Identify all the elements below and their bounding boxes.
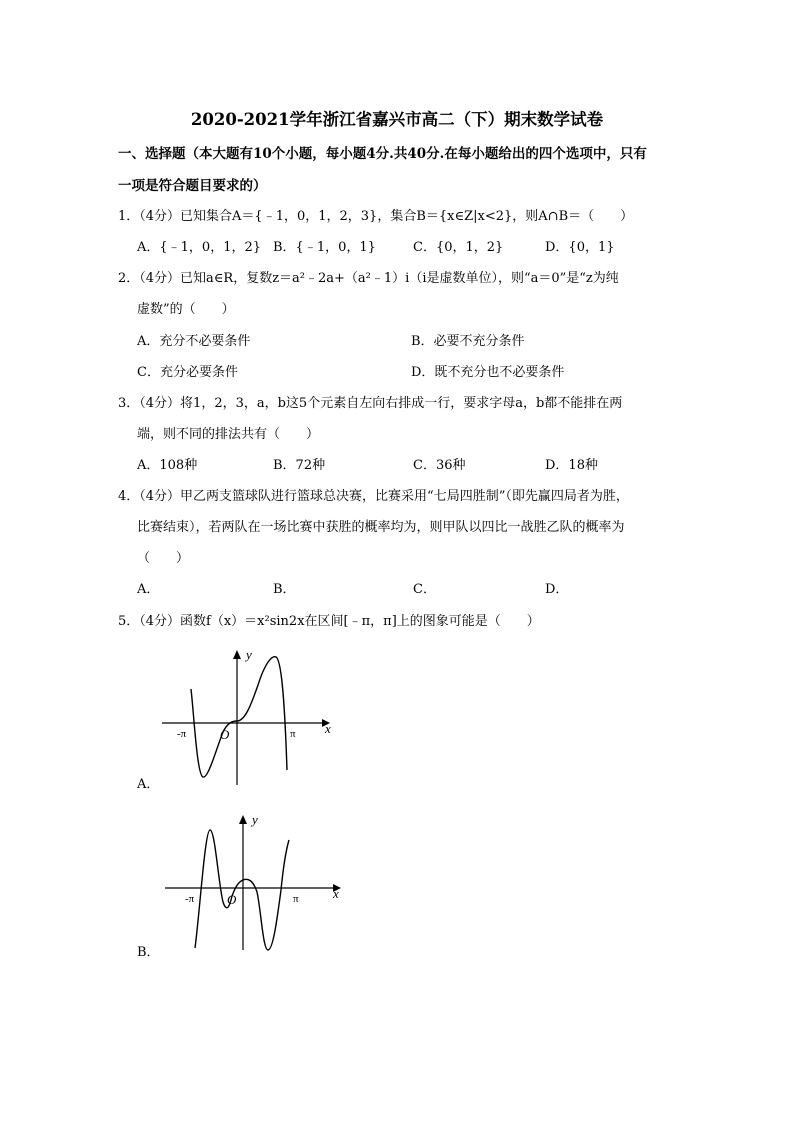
section-heading-line1: 一、选择题（本大题有10个小题，每小题4分.共40分.在每小题给出的四个选项中，只有 [118, 146, 647, 162]
q3-option-b: B．72种 [273, 458, 326, 473]
section-heading-line2: 一项是符合题目要求的） [118, 178, 267, 194]
q2-option-b: B．必要不充分条件 [411, 334, 525, 349]
curve-a [191, 657, 287, 777]
pi-label: π [290, 728, 296, 740]
page-title: 2020-2021学年浙江省嘉兴市高二（下）期末数学试卷 [190, 110, 604, 129]
q4-stem-line3: （ ） [137, 551, 190, 566]
q2-option-d: D．既不充分也不必要条件 [411, 365, 565, 380]
curve-b [195, 830, 289, 950]
q5-graph-b [155, 810, 355, 960]
x-label: x [333, 886, 339, 901]
y-axis-arrow-icon [233, 650, 241, 659]
q5-option-b-label: B． [137, 945, 160, 960]
q2-stem-line2: 虚数”的（ ） [137, 302, 235, 317]
q5-graph-a [150, 645, 350, 790]
origin-label: O [227, 892, 237, 907]
neg-pi-label: -π [177, 728, 187, 740]
y-label: y [246, 647, 252, 662]
q4-stem-line2: 比赛结束），若两队在一场比赛中获胜的概率均为，则甲队以四比一战胜乙队的概率为 [137, 520, 625, 535]
q1-option-a: A．{﹣1，0，1，2} [137, 240, 262, 255]
neg-pi-label: -π [185, 893, 195, 905]
q3-stem-line1: 3．（4分）将1，2，3，a，b这5个元素自左向右排成一行，要求字母a，b都不能排在两 [118, 396, 623, 411]
q4-option-a: A． [137, 582, 160, 597]
q1-option-b: B．{﹣1，0，1} [273, 240, 376, 255]
q1-option-c: C．{0，1，2} [413, 240, 504, 255]
q4-option-d: D． [545, 582, 569, 597]
q4-stem-line1: 4．（4分）甲乙两支篮球队进行篮球总决赛，比赛采用“七局四胜制”（即先赢四局者为胜， [118, 489, 629, 504]
q5-stem: 5．（4分）函数f（x）＝x²sin2x在区间[﹣π，π]上的图象可能是（ ） [118, 614, 540, 629]
q4-option-c: C． [413, 582, 436, 597]
pi-label: π [293, 893, 299, 905]
y-label: y [252, 812, 258, 827]
q4-option-b: B． [273, 582, 296, 597]
q2-option-c: C．充分必要条件 [137, 365, 238, 380]
q1-option-d: D．{0，1} [545, 240, 615, 255]
q3-option-c: C．36种 [413, 458, 466, 473]
x-label: x [325, 721, 331, 736]
q3-option-d: D．18种 [545, 458, 598, 473]
y-axis-arrow-icon [239, 815, 247, 824]
q5-option-a-label: A． [137, 777, 160, 792]
q2-option-a: A．充分不必要条件 [137, 334, 251, 349]
q3-option-a: A．108种 [137, 458, 198, 473]
q3-stem-line2: 端，则不同的排法共有（ ） [137, 427, 320, 442]
q1-stem: 1．（4分）已知集合A＝{﹣1，0，1，2，3}，集合B＝{x∈Z|x<2}，则A∩B＝（ ） [118, 209, 634, 224]
origin-label: O [220, 727, 230, 742]
q2-stem-line1: 2．（4分）已知a∈R，复数z＝a²﹣2a+（a²﹣1）i（i是虚数单位），则“a＝0”是“z为纯 [118, 271, 619, 286]
